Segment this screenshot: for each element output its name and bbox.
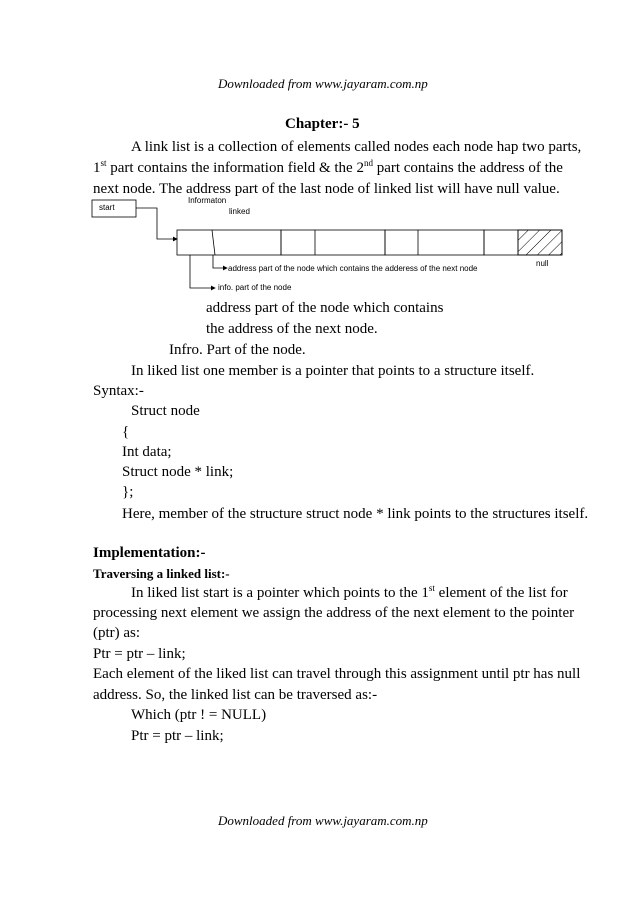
start-pointer — [136, 208, 177, 239]
traverse-para-line-1: In liked list start is a pointer which points to the 1st element of the list for — [131, 583, 568, 601]
code-line: { — [122, 424, 130, 440]
traverse-para-line-2: processing next element we assign the address of the next element to the pointer — [93, 605, 575, 621]
information-label: Informaton — [188, 196, 227, 205]
traverse-para-line-3: (ptr) as: — [93, 625, 141, 641]
null-hatch — [518, 230, 562, 255]
node-1-divider — [212, 230, 215, 255]
code-line: }; — [122, 484, 134, 500]
code-line: Struct node * link; — [122, 464, 234, 480]
null-label: null — [536, 259, 549, 268]
intro-line-3: next node. The address part of the last node of linked list will have null value. — [93, 181, 560, 197]
intro-line-1: A link list is a collection of elements called nodes each node hap two parts, — [131, 139, 582, 155]
node-2 — [281, 230, 385, 255]
address-note-line-1: address part of the node which contains — [206, 300, 444, 316]
here-line: Here, member of the structure struct node * link points to the structures itself. — [122, 506, 589, 522]
ptr-assignment: Ptr = ptr – link; — [93, 646, 186, 662]
node-3 — [385, 230, 484, 255]
info-note: info. part of the node — [218, 283, 292, 292]
page-footer: Downloaded from www.jayaram.com.np — [218, 813, 428, 828]
address-callout — [213, 255, 227, 268]
syntax-label: Syntax:- — [93, 383, 144, 399]
pointer-line: In liked list one member is a pointer that points to a structure itself. — [131, 363, 535, 379]
address-note: address part of the node which contains the adderess of the next node — [228, 264, 478, 273]
traverse-para2-line-1: Each element of the liked list can travel through this assignment until ptr has null — [93, 666, 581, 682]
linked-label: linked — [229, 207, 250, 216]
traversing-subheading: Traversing a linked list:- — [93, 566, 230, 581]
loop-line-1: Which (ptr ! = NULL) — [131, 707, 267, 723]
page-header: Downloaded from www.jayaram.com.np — [218, 76, 428, 91]
start-label: start — [99, 203, 115, 212]
info-callout — [190, 255, 215, 288]
intro-line-2: 1st part contains the information field & the 2nd part contains the address of the — [93, 158, 563, 176]
node-1 — [177, 230, 281, 255]
address-note-line-2: the address of the next node. — [206, 321, 378, 337]
info-note-line: Infro. Part of the node. — [169, 342, 306, 358]
traverse-para2-line-2: address. So, the linked list can be traversed as:- — [93, 687, 378, 703]
implementation-heading: Implementation:- — [93, 545, 206, 561]
code-line: Int data; — [122, 444, 172, 460]
chapter-title: Chapter:- 5 — [285, 116, 360, 132]
code-line: Struct node — [131, 403, 200, 419]
loop-line-2: Ptr = ptr – link; — [131, 728, 224, 744]
